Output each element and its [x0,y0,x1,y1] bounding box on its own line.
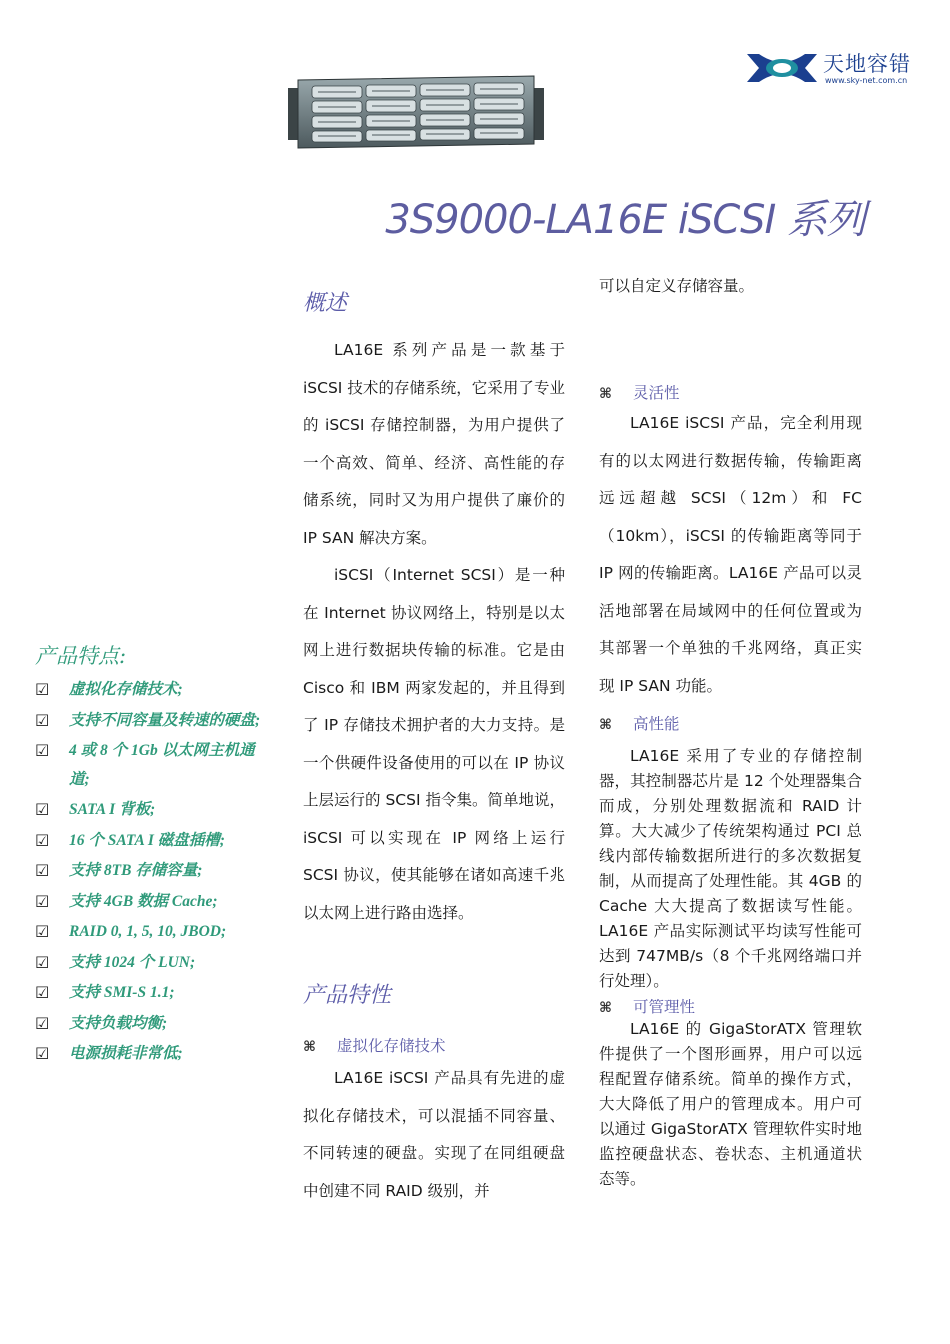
product-features-heading: 产品特性 [303,983,392,1008]
feature-item: ☑ 4 或 8 个 1Gb 以太网主机通道; [35,737,270,794]
continued-paragraph: 可以自定义存储容量。 [599,277,755,295]
checkbox-checked-icon: ☑ [35,983,50,1002]
features-title: 产品特点: [35,644,127,668]
command-key-bullet-icon: ⌘ [599,386,612,402]
feature-item: ☑ 16 个 SATA I 磁盘插槽; [35,827,270,856]
checkbox-checked-icon: ☑ [35,1013,50,1033]
feature-item: ☑ RAID 0, 1, 5, 10, JBOD; [35,918,270,947]
feature-item: ☑ 支持 4GB 数据 Cache; [35,888,270,917]
continued-section [599,268,862,306]
performance-heading: ⌘ 高性能 [599,715,680,733]
storage-enclosure-image [288,74,544,152]
feature-item: ☑ 支持不同容量及转速的硬盘; [35,707,270,736]
overview-heading: 概述 [303,291,348,316]
performance-section [599,744,862,994]
checkbox-checked-icon: ☑ [35,952,50,972]
checkbox-checked-icon: ☑ [35,741,50,760]
manageability-heading: ⌘ 可管理性 [599,998,696,1016]
feature-item: ☑ 支持负载均衡; [35,1010,270,1039]
manageability-section [599,1017,862,1192]
features-list [35,676,270,1071]
feature-item: ☑ SATA I 背板; [35,796,270,825]
feature-item: ☑ 支持 8TB 存储容量; [35,857,270,886]
manageability-paragraph: LA16E 的 GigaStorATX 管理软件提供了一个图形画界，用户可以远程配置存储系统。简单的操作方式，大大降低了用户的管理成本。用户可以通过 GigaStorATX 管理软件实时地监控硬盘状态、卷状态、主机通道状态等。 [599,1020,862,1188]
virtualization-paragraph: LA16E iSCSI 产品具有先进的虚拟化存储技术，可以混插不同容量、不同转速的硬盘。实现了在同组硬盘中创建不同 RAID 级别，并 [303,1069,565,1200]
checkbox-checked-icon: ☑ [35,680,50,699]
feature-item: ☑ 虚拟化存储技术; [35,676,270,705]
virtualization-section [303,1060,565,1210]
checkbox-checked-icon: ☑ [35,800,50,819]
logo-url: www.sky-net.com.cn [825,76,908,85]
feature-item: ☑ 支持 1024 个 LUN; [35,949,270,978]
flexibility-heading: ⌘ 灵活性 [599,384,680,402]
checkbox-checked-icon: ☑ [35,1044,50,1063]
command-key-bullet-icon: ⌘ [599,717,612,733]
overview-section [303,332,565,932]
company-logo [745,48,925,92]
logo-mark-icon [745,50,819,86]
command-key-bullet-icon: ⌘ [303,1039,316,1055]
checkbox-checked-icon: ☑ [35,861,50,880]
overview-paragraph-1: LA16E 系列产品是一款基于 iSCSI 技术的存储系统，它采用了专业的 iSCSI 存储控制器，为用户提供了一个高效、简单、经济、高性能的存储系统，同时又为用户提供了廉价的 IP SAN 解决方案。 [303,341,565,547]
virtualization-heading: ⌘ 虚拟化存储技术 [303,1037,446,1055]
feature-item: ☑ 支持 SMI-S 1.1; [35,979,270,1008]
page-title: 3S9000-LA16E iSCSI 系列 [385,197,865,243]
flexibility-paragraph: LA16E iSCSI 产品，完全利用现有的以太网进行数据传输，传输距离远远超越 SCSI（12m）和 FC（10km），iSCSI 的传输距离等同于 IP 网的传输距离。LA16E 产品可以灵活地部署在局域网中的任何位置或为其部署一个单独的千兆网络，真正实现 IP SAN 功能。 [599,414,862,695]
command-key-bullet-icon: ⌘ [599,1000,612,1016]
performance-paragraph: LA16E 采用了专业的存储控制器，其控制器芯片是 12 个处理器集合而成，分别处理数据流和 RAID 计算。大大减少了传统架构通过 PCI 总线内部传输数据所进行的多次数据复制，从而提高了处理性能。其 4GB 的 Cache 大大提高了数据读写性能。LA16E 产品实际测试平均读写性能可达到 747MB/s（8 个千兆网络端口并行处理）。 [599,747,862,990]
checkbox-checked-icon: ☑ [35,922,50,941]
logo-brand-text: 天地容错 [823,52,911,76]
checkbox-checked-icon: ☑ [35,710,50,730]
checkbox-checked-icon: ☑ [35,830,50,850]
overview-paragraph-2: iSCSI（Internet SCSI）是一种在 Internet 协议网络上，特别是以太网上进行数据块传输的标准。它是由 Cisco 和 IBM 两家发起的，并且得到了 IP 存储技术拥护者的大力支持。是一个供硬件设备使用的可以在 IP 协议上层运行的 SCSI 指令集。简单地说，iSCSI 可以实现在 IP 网络上运行 SCSI 协议，使其能够在诸如高速千兆以太网上进行路由选择。 [303,566,565,922]
flexibility-section [599,405,862,705]
checkbox-checked-icon: ☑ [35,891,50,911]
feature-item: ☑ 电源损耗非常低; [35,1040,270,1069]
